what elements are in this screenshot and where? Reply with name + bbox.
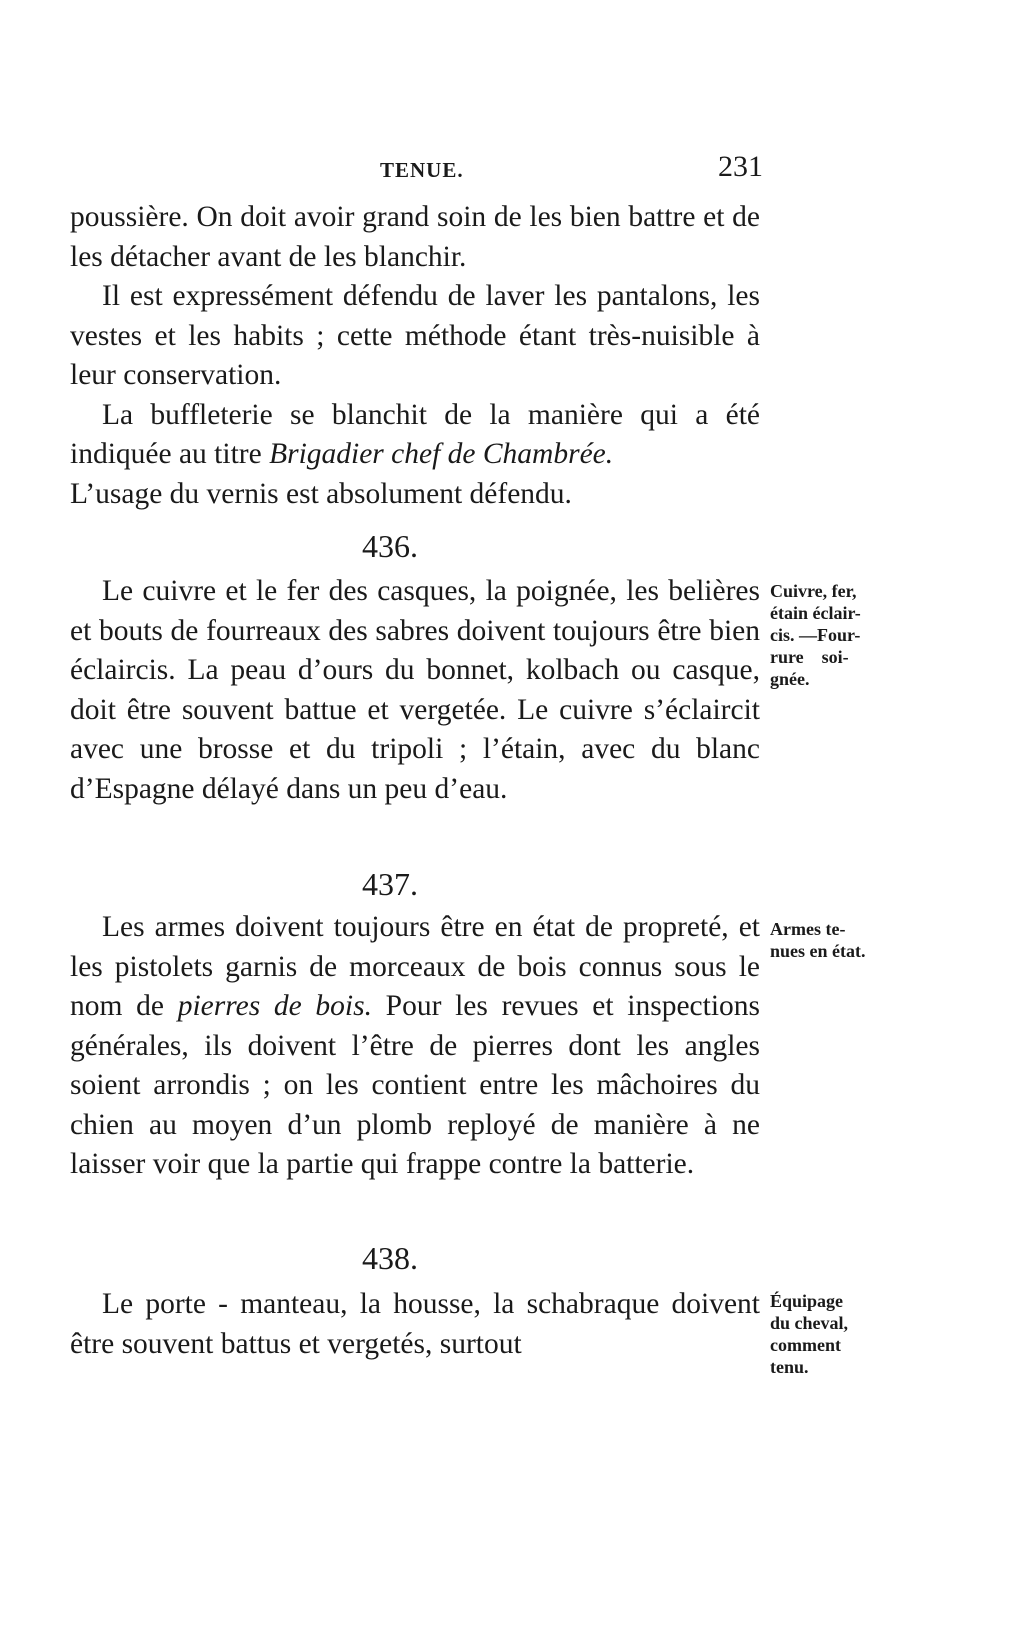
buffleterie-title-ref: Brigadier chef de Chambrée. [269,438,614,470]
margin-note-436 [770,580,910,690]
section-438-body [70,1285,760,1364]
margin-note-line: étain éclair- [770,603,861,623]
margin-note-line: nues en état. [770,941,866,961]
margin-note-438 [770,1290,910,1378]
paragraph-436: Le cuivre et le fer des casques, la poignée, les belières et bouts de fourreaux des sabres doivent toujours être bien éclaircis. La peau d’ours du bonnet, kolbach ou casque, doit être souvent battue et vergetée. Le cuivre s’éclaircit avec une brosse et du tripoli ; l’étain, avec du blanc d’Espagne délayé dans un peu d’eau. [70,575,760,805]
running-head: TENUE. [380,158,464,182]
paragraph-continuation: poussière. On doit avoir grand soin de les bien battre et de les détacher avant de les blanchir. [70,201,760,273]
section-437-body [70,908,760,1185]
page-number: 231 [718,150,763,183]
margin-note-line: gnée. [770,669,810,689]
margin-note-line: Cuivre, fer, [770,581,857,601]
paragraph-vernis: L’usage du vernis est absolument défendu. [70,477,572,510]
section-number-437: 437. [362,866,418,902]
pierres-de-bois-term: pierres de bois. [177,990,372,1022]
section-number-436: 436. [362,528,418,564]
paragraph-437-text: Les armes doivent toujours être en état de propreté, et les pistolets garnis de morceaux de bois connus sous le nom de [70,911,760,1022]
margin-note-line: rure soi- [770,647,849,667]
margin-note-line: comment [770,1335,841,1355]
margin-note-line: du cheval, [770,1313,849,1333]
paragraph-buffleterie [70,396,760,475]
paragraph-437 [70,908,760,1185]
section-number-438: 438. [362,1240,418,1276]
buffleterie-text: La buffleterie se blanchit de la manière qui a été indiquée au titre [70,398,760,470]
margin-note-line: Armes te- [770,919,846,939]
margin-note-line: tenu. [770,1357,809,1377]
margin-note-437 [770,918,910,962]
continuation-block [70,198,760,514]
section-436-body [70,572,760,809]
margin-note-line: cis. —Four- [770,625,861,645]
paragraph-laundering: Il est expressément défendu de laver les pantalons, les vestes et les habits ; cette méthode étant très-nuisible à leur conservation. [70,280,760,391]
paragraph-438: Le porte - manteau, la housse, la schabraque doivent être souvent battus et vergetés, surtout [70,1288,760,1360]
margin-note-line: Équipage [770,1291,844,1311]
paragraph-437-text-cont: Pour les revues et inspections générales, ils doivent l’être de pierres dont les angles soient arrondis ; on les contient entre les mâchoires du chien au moyen d’un plomb reployé de manière à ne laisser voir que la partie qui frappe contre la batterie. [70,990,760,1180]
